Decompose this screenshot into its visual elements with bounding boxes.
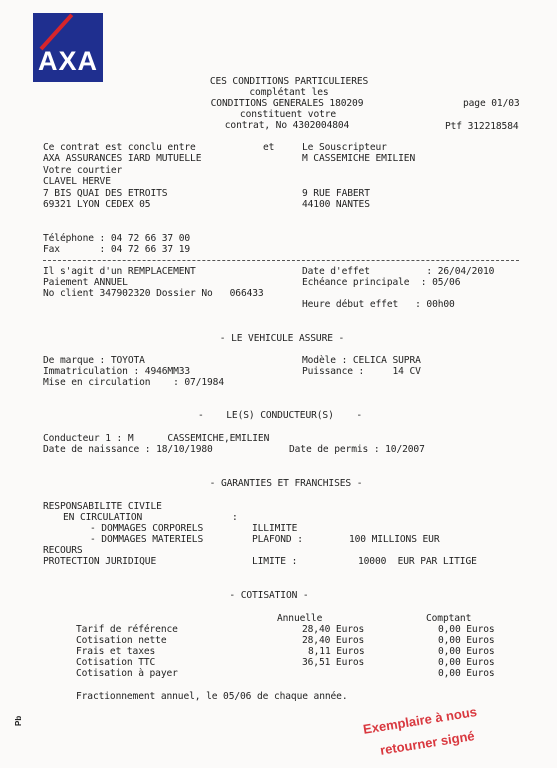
main-due-date: Echéance principale : 05/06 bbox=[302, 277, 461, 288]
row-annual: 28,40 Euros bbox=[302, 635, 365, 646]
logo-red-slash bbox=[40, 13, 74, 50]
broker-street: 7 BIS QUAI DES ETROITS bbox=[43, 188, 168, 199]
subscriber-label: Le Souscripteur bbox=[302, 142, 387, 153]
guarantees-section-title: - GARANTIES ET FRANCHISES - bbox=[209, 478, 363, 489]
row-cash: 0,00 Euros bbox=[438, 624, 495, 635]
limit-label: LIMITE : bbox=[252, 556, 298, 567]
driver-permit-date: Date de permis : 10/2007 bbox=[289, 444, 425, 455]
vehicle-registration: Immatriculation : 4946MM33 bbox=[43, 366, 191, 377]
replacement-notice: Il s'agit d'un REMPLACEMENT bbox=[43, 266, 196, 277]
return-stamp-line-2: retourner signé bbox=[379, 728, 476, 758]
material-damage-label: - DOMMAGES MATERIELS bbox=[90, 534, 204, 545]
row-label: Cotisation à payer bbox=[76, 668, 178, 679]
row-label: Cotisation nette bbox=[76, 635, 167, 646]
row-cash: 0,00 Euros bbox=[438, 657, 495, 668]
annual-column-header: Annuelle bbox=[277, 613, 323, 624]
material-damage-value: 100 MILLIONS EUR bbox=[349, 534, 440, 545]
header-line-3: CONDITIONS GENERALES 180209 bbox=[210, 98, 364, 109]
subscriber-city: 44100 NANTES bbox=[302, 199, 370, 210]
broker-label: Votre courtier bbox=[43, 165, 123, 176]
bodily-damage-value: ILLIMITE bbox=[252, 523, 298, 534]
row-label: Frais et taxes bbox=[76, 646, 156, 657]
start-time: Heure début effet : 00h00 bbox=[302, 299, 455, 310]
bodily-damage-label: - DOMMAGES CORPORELS bbox=[90, 523, 204, 534]
side-mark: Pb bbox=[14, 715, 23, 726]
client-number: No client 347902320 Dossier No 066433 bbox=[43, 288, 264, 299]
row-cash: 0,00 Euros bbox=[438, 635, 495, 646]
driver-birth-date: Date de naissance : 18/10/1980 bbox=[43, 444, 213, 455]
circulation-label: EN CIRCULATION bbox=[63, 512, 143, 523]
dashed-separator bbox=[43, 260, 519, 261]
cash-column-header: Comptant bbox=[426, 613, 472, 624]
broker-fax: Fax : 04 72 66 37 19 bbox=[43, 244, 191, 255]
subscriber-street: 9 RUE FABERT bbox=[302, 188, 370, 199]
row-annual: 8,11 Euros bbox=[308, 646, 365, 657]
vehicle-power: Puissance : 14 CV bbox=[302, 366, 421, 377]
header-line-5: contrat, No 4302004804 bbox=[224, 120, 350, 131]
ceiling-label: PLAFOND : bbox=[252, 534, 303, 545]
header-line-2: complétant les bbox=[249, 87, 329, 98]
row-cash: 0,00 Euros bbox=[438, 646, 495, 657]
broker-name: CLAVEL HERVE bbox=[43, 176, 111, 187]
return-stamp-line-1: Exemplaire à nous bbox=[362, 704, 478, 737]
vehicle-model: Modèle : CELICA SUPRA bbox=[302, 355, 421, 366]
legal-protection-value: 10000 EUR PAR LITIGE bbox=[358, 556, 477, 567]
ptf-number: Ptf 312218584 bbox=[445, 121, 519, 132]
fractionation-note: Fractionnement annuel, le 05/06 de chaque année. bbox=[76, 691, 348, 702]
payment-mode: Paiement ANNUEL bbox=[43, 277, 128, 288]
row-cash: 0,00 Euros bbox=[438, 668, 495, 679]
cotisation-section-title: - COTISATION - bbox=[229, 590, 309, 601]
vehicle-section-title: - LE VEHICULE ASSURE - bbox=[219, 333, 345, 344]
conjunction-et: et bbox=[263, 142, 275, 153]
row-label: Tarif de référence bbox=[76, 624, 178, 635]
driver-1: Conducteur 1 : M CASSEMICHE,EMILIEN bbox=[43, 433, 270, 444]
insurer-name: AXA ASSURANCES IARD MUTUELLE bbox=[43, 153, 202, 164]
broker-city: 69321 LYON CEDEX 05 bbox=[43, 199, 151, 210]
row-annual: 28,40 Euros bbox=[302, 624, 365, 635]
drivers-section-title: - LE(S) CONDUCTEUR(S) - bbox=[197, 410, 363, 421]
circulation-colon: : bbox=[232, 512, 238, 523]
broker-phone: Téléphone : 04 72 66 37 00 bbox=[43, 233, 191, 244]
contract-intro: Ce contrat est conclu entre bbox=[43, 142, 196, 153]
effective-date: Date d'effet : 26/04/2010 bbox=[302, 266, 495, 277]
row-annual: 36,51 Euros bbox=[302, 657, 365, 668]
legal-protection-label: PROTECTION JURIDIQUE bbox=[43, 556, 157, 567]
page-number: page 01/03 bbox=[463, 98, 520, 109]
rc-label: RESPONSABILITE CIVILE bbox=[43, 501, 162, 512]
vehicle-brand: De marque : TOYOTA bbox=[43, 355, 145, 366]
header-line-1: CES CONDITIONS PARTICULIERES bbox=[209, 76, 369, 87]
row-label: Cotisation TTC bbox=[76, 657, 156, 668]
header-line-4: constituent votre bbox=[239, 109, 337, 120]
logo-text: AXA bbox=[37, 46, 98, 76]
recourse-label: RECOURS bbox=[43, 545, 83, 556]
vehicle-circulation-date: Mise en circulation : 07/1984 bbox=[43, 377, 224, 388]
subscriber-name: M CASSEMICHE EMILIEN bbox=[302, 153, 416, 164]
axa-logo bbox=[33, 13, 103, 82]
